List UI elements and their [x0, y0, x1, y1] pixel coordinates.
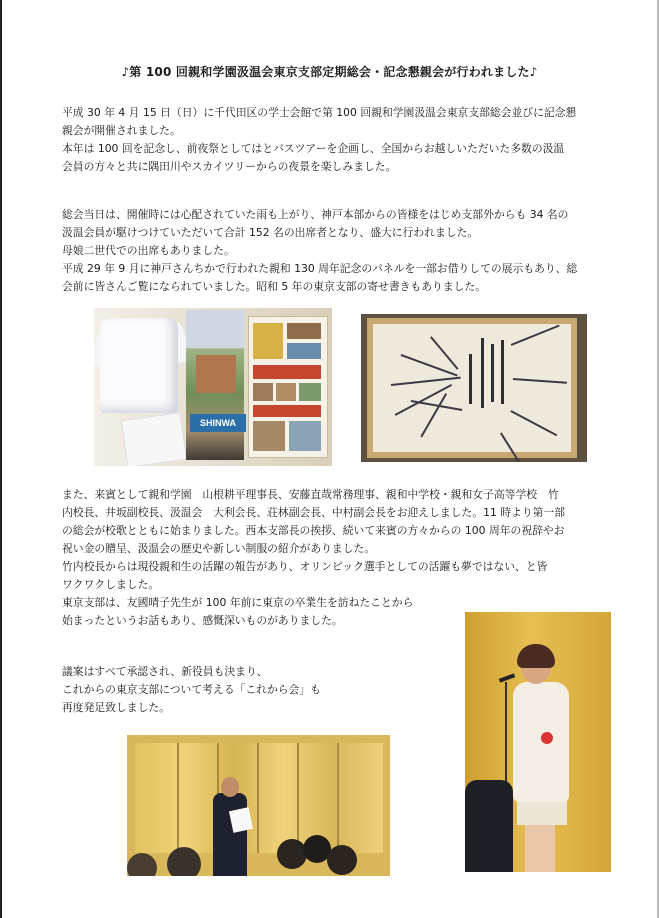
text-line: 総会当日は、開催時には心配されていた雨も上がり、神戸本部からの皆様をはじめ支部外からも 34 名の: [62, 208, 569, 221]
text-line: 竹内校長からは現役親和生の活躍の報告があり、オリンピック選手としての活躍も夢ではない、と皆: [62, 560, 548, 573]
text-line: 議案はすべて承認され、新役員も決まり、: [62, 665, 268, 678]
text-line: 祝い金の贈呈、汲温会の歴史や新しい制服の紹介がありました。: [62, 542, 376, 555]
text-line: 平成 30 年 4 月 15 日（日）に千代田区の学士会館で第 100 回親和学園汲温会東京支部総会並びに記念懇: [62, 106, 577, 119]
text-line: 親会が開催されました。: [62, 124, 181, 137]
paragraph-meeting-day: [62, 206, 612, 296]
text-line: 平成 29 年 9 月に神戸さんちかで行われた親和 130 周年記念のパネルを一部お借りしての展示もあり、総: [62, 262, 578, 275]
text-line: 東京支部は、友國晴子先生が 100 年前に東京の卒業生を訪ねたことから: [62, 596, 414, 609]
speaker-man-photo: [127, 735, 390, 876]
signature-board-photo: [361, 314, 587, 462]
text-line: 母娘二世代での出席もありました。: [62, 244, 235, 257]
text-line: 始まったというお話もあり、感慨深いものがありました。: [62, 614, 343, 627]
text-line: 会員の方々と共に隅田川やスカイツリーからの夜景を楽しみました。: [62, 160, 397, 173]
text-line: 会前に皆さんご覧になられていました。昭和 5 年の東京支部の寄せ書きもありました。: [62, 280, 487, 293]
shinwa-sign: SHINWA: [190, 414, 246, 432]
text-line: 内校長、井坂副校長、汲温会 大利会長、荘林副会長、中村副会長をお迎えしました。11 時より第一部: [62, 506, 566, 519]
text-line: 本年は 100 回を記念し、前夜祭としてはとバスツアーを企画し、全国からお越しいただいた多数の汲温: [62, 142, 565, 155]
speaker-woman-photo: [465, 612, 611, 872]
page-title: ♪第 100 回親和学園汲温会東京支部定期総会・記念懇親会が行われました♪: [121, 65, 538, 79]
text-line: ワクワクしました。: [62, 578, 160, 591]
text-line: 汲温会員が駆けつけていただいて合計 152 名の出席者となり、盛大に行われました。: [62, 226, 479, 239]
text-line: 再度発足致しました。: [62, 701, 170, 714]
text-line: の総会が校歌とともに始まりました。西本支部長の挨拶、続いて来賓の方々からの 100 周年の祝辞やお: [62, 524, 565, 537]
exhibit-uniforms-photo: [94, 308, 332, 466]
page-left-border: [0, 0, 2, 918]
text-line: これからの東京支部について考える「これから会」も: [62, 683, 321, 696]
text-line: また、来賓として親和学園 山根耕平理事長、安藤直哉常務理事、親和中学校・親和女子高等学校 竹: [62, 488, 559, 501]
paragraph-intro: [62, 104, 612, 176]
paragraph-guests: [62, 486, 612, 630]
